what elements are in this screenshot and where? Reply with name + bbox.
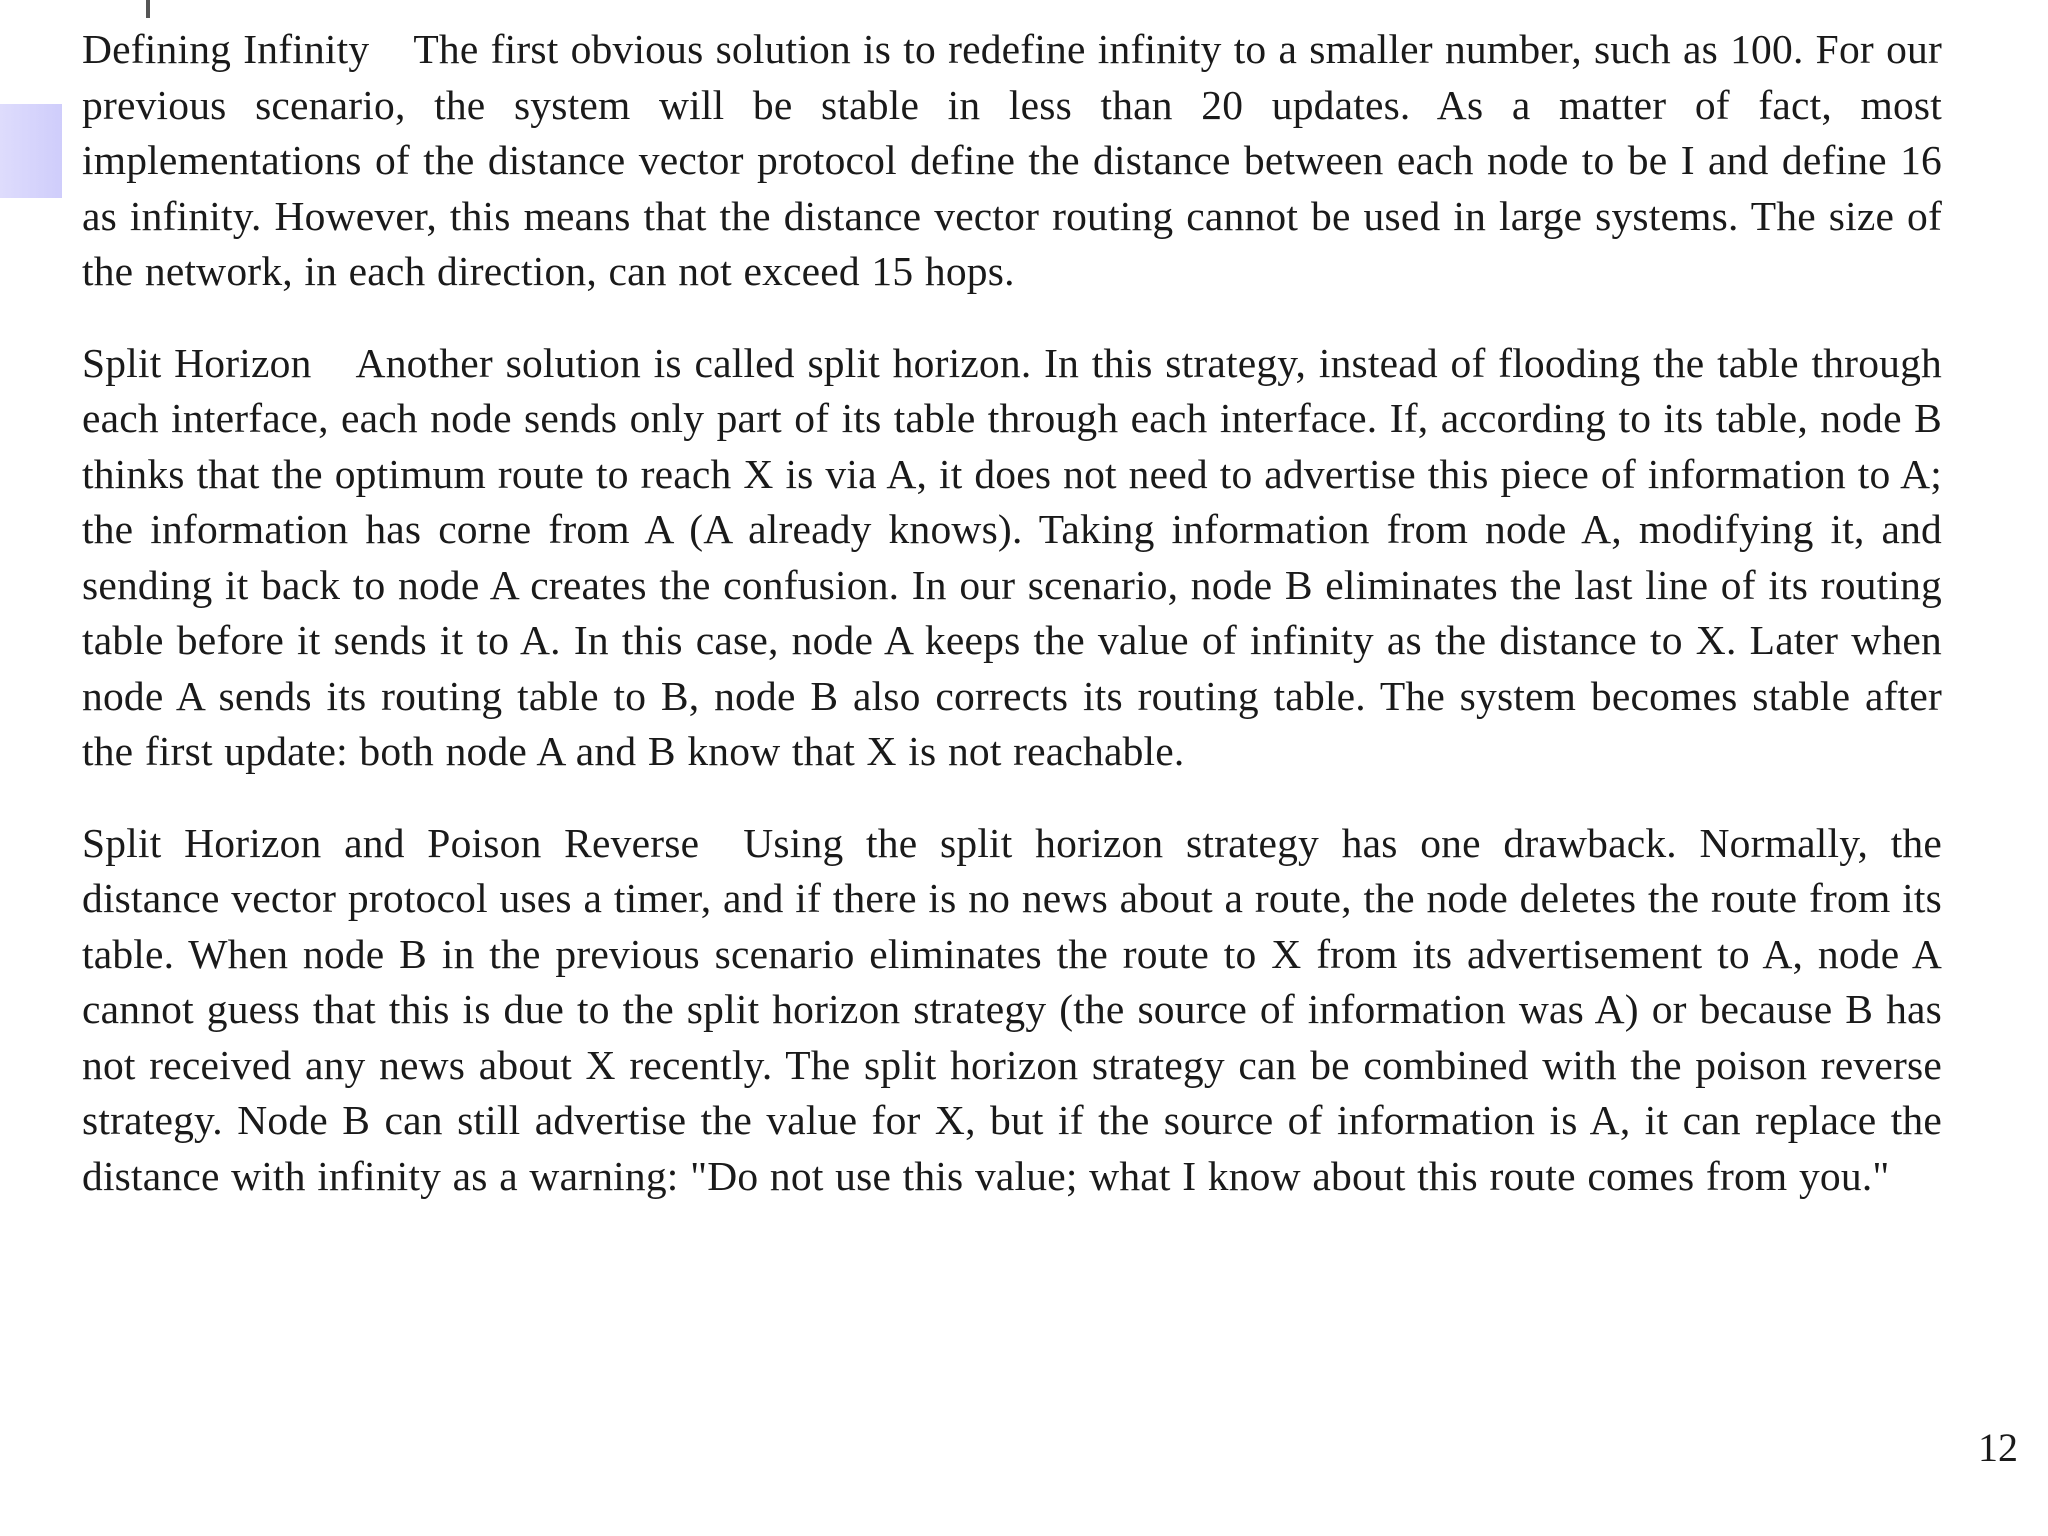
paragraph-text: Another solution is called split horizon. In this strategy, instead of flooding the table through each interface, each node sends only part of its table through each interface. If, according to its table, node B thinks that the optimum route to reach X is via A, it does not need to advertise this piece of information to A; the information has corne from A (A already knows). Taking information from node A, modifying it, and sending it back to node A creates the confusion. In our scenario, node B eliminates the last line of its routing table before it sends it to A. In this case, node A keeps the value of infinity as the distance to X. Later when node A sends its routing table to B, node B also corrects its routing table. The system becomes stable after the first update: both node A and B know that X is not reachable. (82, 339, 1942, 774)
paragraph-poison-reverse (82, 816, 1942, 1205)
document-body (82, 22, 1942, 1204)
slide-tick-mark (146, 0, 150, 18)
paragraph-text: Using the split horizon strategy has one drawback. Normally, the distance vector protocol uses a timer, and if there is no news about a route, the node deletes the route from its table. When node B in the previous scenario eliminates the route to X from its advertisement to A, node A cannot guess that this is due to the split horizon strategy (the source of information was A) or because B has not received any news about X recently. The split horizon strategy can be combined with the poison reverse strategy. Node B can still advertise the value for X, but if the source of information is A, it can replace the distance with infinity as a warning: "Do not use this value; what I know about this route comes from you." (82, 819, 1943, 1199)
paragraph-heading: Split Horizon (82, 339, 312, 386)
paragraph-split-horizon (82, 336, 1942, 780)
slide-accent-block (0, 104, 62, 198)
paragraph-text: The first obvious solution is to redefine infinity to a smaller number, such as 100. For our previous scenario, the system will be stable in less than 20 updates. As a matter of fact, most implementations of the distance vector protocol define the distance between each node to be I and define 16 as infinity. However, this means that the distance vector routing cannot be used in large systems. The size of the network, in each direction, can not exceed 15 hops. (82, 26, 1942, 294)
paragraph-defining-infinity (82, 22, 1942, 300)
paragraph-heading: Split Horizon and Poison Reverse (82, 819, 700, 866)
paragraph-heading: Defining Infinity (82, 26, 370, 72)
page-number: 12 (1978, 1425, 2018, 1470)
